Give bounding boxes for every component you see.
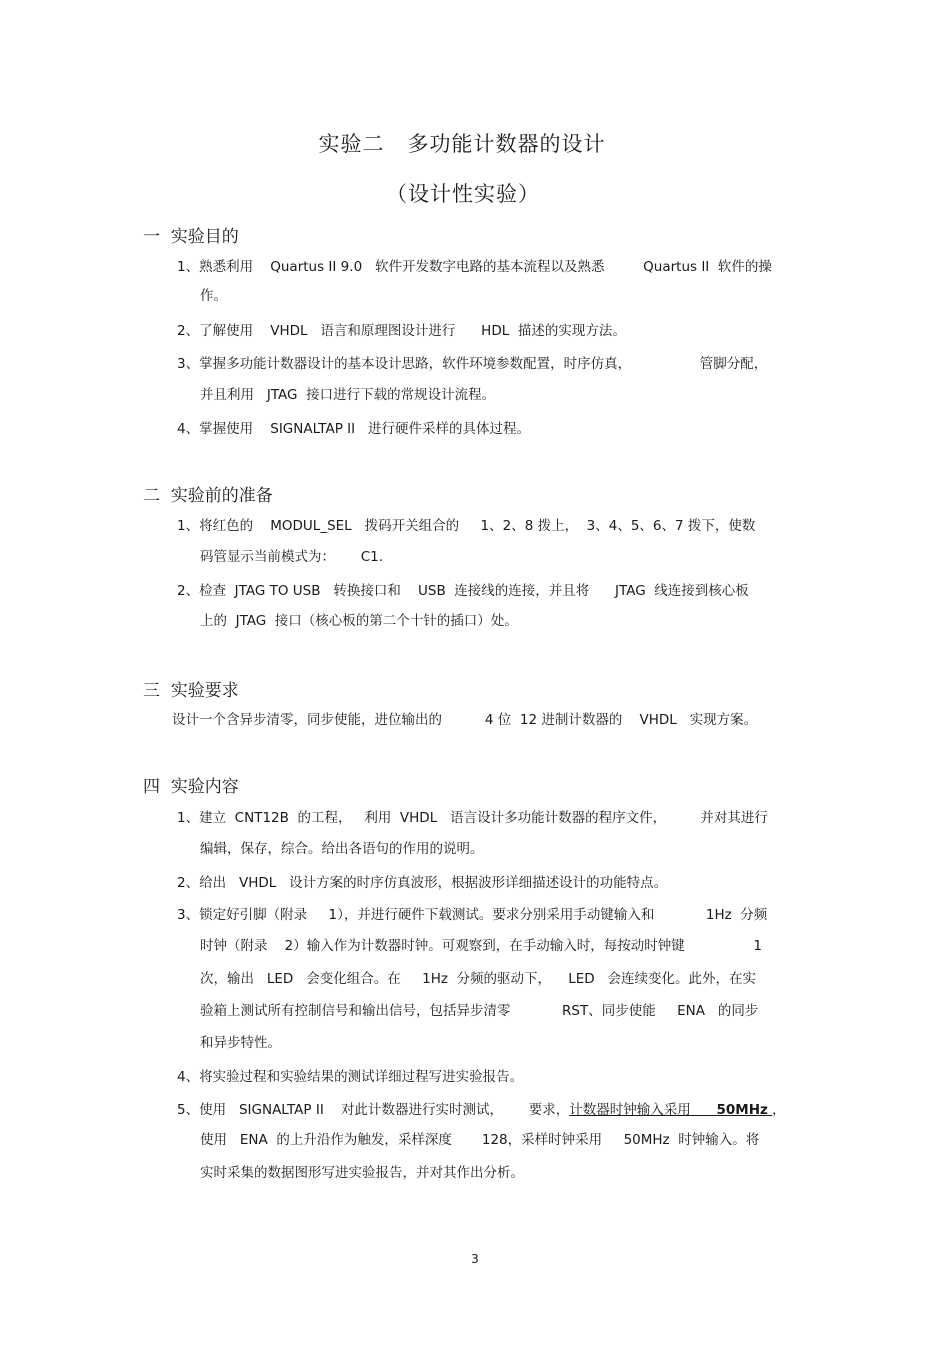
paragraph-line: 2、检查 JTAG TO USB 转换接口和 USB 连接线的连接，并且将 JTAG 线连接到核心板: [177, 583, 749, 599]
paragraph-line: 3、掌握多功能计数器设计的基本设计思路，软件环境参数配置，时序仿真， 管脚分配，: [177, 356, 768, 372]
paragraph-line: [177, 1100, 786, 1120]
paragraph-line: 设计一个含异步清零，同步使能，进位输出的 4 位 12 进制计数器的 VHDL 实现方案。: [172, 712, 758, 728]
section-heading-purpose: 一 实验目的: [143, 227, 239, 247]
paragraph-line: 验箱上测试所有控制信号和输出信号，包括异步清零 RST、同步使能 ENA 的同步: [200, 1003, 759, 1019]
paragraph-line: 使用 ENA 的上升沿作为触发，采样深度 128，采样时钟采用 50MHz 时钟输入。将: [200, 1132, 760, 1148]
paragraph-line: 并且利用 JTAG 接口进行下载的常规设计流程。: [200, 387, 496, 403]
text-segment: ，: [772, 1102, 786, 1118]
paragraph-line: 次，输出 LED 会变化组合。在 1Hz 分频的驱动下， LED 会连续变化。此外，在实: [200, 971, 757, 987]
section-heading-requirements: 三 实验要求: [143, 681, 239, 701]
paragraph-line: 和异步特性。: [200, 1035, 281, 1051]
page-title: 实验二 多功能计数器的设计: [318, 132, 606, 156]
paragraph-line: 2、了解使用 VHDL 语言和原理图设计进行 HDL 描述的实现方法。: [177, 323, 626, 339]
paragraph-line: 时钟（附录 2）输入作为计数器时钟。可观察到，在手动输入时，每按动时钟键 1: [200, 938, 763, 954]
section-heading-preparation: 二 实验前的准备: [143, 486, 273, 506]
paragraph-line: 3、锁定好引脚（附录 1），并进行硬件下载测试。要求分别采用手动键输入和 1Hz 分频: [177, 907, 768, 923]
paragraph-line: 1、建立 CNT12B 的工程， 利用 VHDL 语言设计多功能计数器的程序文件， 并对其进行: [177, 810, 768, 826]
paragraph-line: 码管显示当前模式为： C1.: [200, 549, 384, 565]
paragraph-line: 编辑，保存，综合。给出各语句的作用的说明。: [200, 841, 484, 857]
paragraph-line: 4、将实验过程和实验结果的测试详细过程写进实验报告。: [177, 1069, 524, 1085]
paragraph-line: 上的 JTAG 接口（核心板的第二个十针的插口）处。: [200, 613, 518, 629]
paragraph-line: 作。: [200, 288, 227, 304]
text-segment: 5、使用 SIGNALTAP II 对此计数器进行实时测试， 要求，: [177, 1102, 570, 1118]
paragraph-line: 1、熟悉利用 Quartus II 9.0 软件开发数字电路的基本流程以及熟悉 Quartus II 软件的操: [177, 259, 772, 275]
section-heading-content: 四 实验内容: [143, 777, 239, 797]
paragraph-line: 2、给出 VHDL 设计方案的时序仿真波形，根据波形详细描述设计的功能特点。: [177, 875, 668, 891]
page-number: 3: [471, 1252, 479, 1266]
paragraph-line: 4、掌握使用 SIGNALTAP II 进行硬件采样的具体过程。: [177, 421, 530, 437]
paragraph-line: 1、将红色的 MODUL_SEL 拨码开关组合的 1、2、8 拨上， 3、4、5、6、7 拨下，使数: [177, 518, 756, 534]
paragraph-line: 实时采集的数据图形写进实验报告，并对其作出分析。: [200, 1165, 524, 1181]
underlined-text: 计数器时钟输入采用: [569, 1102, 691, 1118]
underlined-bold-text: 50MHz: [716, 1102, 768, 1118]
page-subtitle: （设计性实验）: [386, 182, 540, 206]
